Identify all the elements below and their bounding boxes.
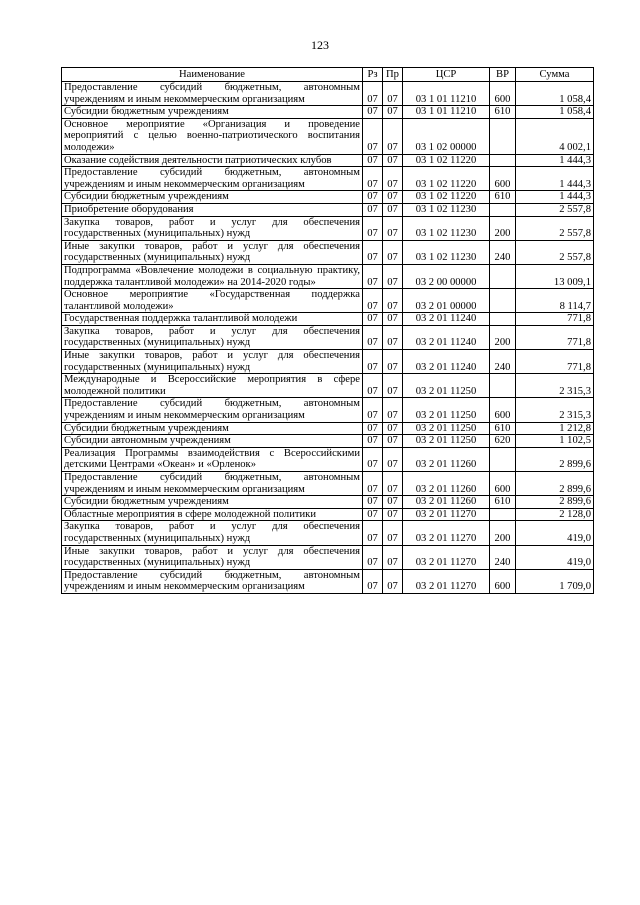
row-sum: 419,0 — [516, 521, 594, 545]
table-row — [62, 422, 594, 435]
row-vr — [490, 508, 516, 521]
row-sum: 771,8 — [516, 313, 594, 326]
row-pr: 07 — [383, 422, 403, 435]
row-csr: 03 1 02 11220 — [403, 154, 490, 167]
row-pr: 07 — [383, 521, 403, 545]
row-vr: 600 — [490, 472, 516, 496]
row-name: Субсидии бюджетным учреждениям — [62, 106, 363, 119]
table-row — [62, 106, 594, 119]
row-vr: 610 — [490, 496, 516, 509]
row-sum: 1 058,4 — [516, 106, 594, 119]
row-rz: 07 — [363, 545, 383, 569]
row-rz: 07 — [363, 422, 383, 435]
row-rz: 07 — [363, 82, 383, 106]
row-csr: 03 2 01 11250 — [403, 374, 490, 398]
row-name: Субсидии автономным учреждениям — [62, 435, 363, 448]
row-vr: 620 — [490, 435, 516, 448]
row-name: Субсидии бюджетным учреждениям — [62, 496, 363, 509]
row-name: Предоставление субсидий бюджетным, автономным учреждениям и иным некоммерческим организациям — [62, 472, 363, 496]
row-csr: 03 2 01 11270 — [403, 569, 490, 593]
row-rz: 07 — [363, 472, 383, 496]
row-vr: 240 — [490, 240, 516, 264]
row-name: Приобретение оборудования — [62, 203, 363, 216]
row-name: Иные закупки товаров, работ и услуг для обеспечения государственных (муниципальных) нужд — [62, 350, 363, 374]
row-pr: 07 — [383, 350, 403, 374]
row-sum: 771,8 — [516, 350, 594, 374]
row-name: Иные закупки товаров, работ и услуг для обеспечения государственных (муниципальных) нужд — [62, 240, 363, 264]
row-pr: 07 — [383, 203, 403, 216]
row-name: Областные мероприятия в сфере молодежной политики — [62, 508, 363, 521]
row-sum: 4 002,1 — [516, 118, 594, 154]
row-csr: 03 2 01 11260 — [403, 496, 490, 509]
table-header — [62, 68, 594, 82]
header-sum: Сумма — [516, 68, 594, 82]
row-csr: 03 2 01 11240 — [403, 325, 490, 349]
table-row — [62, 350, 594, 374]
header-vr: ВР — [490, 68, 516, 82]
row-sum: 1 709,0 — [516, 569, 594, 593]
table-row — [62, 264, 594, 288]
table-row — [62, 167, 594, 191]
table-row — [62, 118, 594, 154]
row-sum: 2 899,6 — [516, 472, 594, 496]
row-sum: 1 444,3 — [516, 154, 594, 167]
row-name: Основное мероприятие «Государственная поддержка талантливой молодежи» — [62, 289, 363, 313]
table-row — [62, 216, 594, 240]
table-row — [62, 447, 594, 471]
budget-table — [61, 67, 594, 594]
row-rz: 07 — [363, 191, 383, 204]
row-csr: 03 2 01 11240 — [403, 350, 490, 374]
row-sum: 2 315,3 — [516, 374, 594, 398]
row-csr: 03 2 01 11250 — [403, 422, 490, 435]
table-body — [62, 82, 594, 594]
row-vr: 600 — [490, 82, 516, 106]
row-csr: 03 1 01 11210 — [403, 106, 490, 119]
row-vr: 240 — [490, 350, 516, 374]
row-vr: 610 — [490, 106, 516, 119]
row-rz: 07 — [363, 447, 383, 471]
row-rz: 07 — [363, 521, 383, 545]
row-csr: 03 1 01 11210 — [403, 82, 490, 106]
row-name: Международные и Всероссийские мероприятия в сфере молодежной политики — [62, 374, 363, 398]
row-rz: 07 — [363, 435, 383, 448]
row-name: Государственная поддержка талантливой молодежи — [62, 313, 363, 326]
row-csr: 03 2 01 11270 — [403, 545, 490, 569]
row-rz: 07 — [363, 508, 383, 521]
row-rz: 07 — [363, 167, 383, 191]
table-row — [62, 496, 594, 509]
row-vr — [490, 264, 516, 288]
table-row — [62, 508, 594, 521]
row-sum: 1 102,5 — [516, 435, 594, 448]
table-row — [62, 289, 594, 313]
row-sum: 2 128,0 — [516, 508, 594, 521]
row-pr: 07 — [383, 545, 403, 569]
row-sum: 1 444,3 — [516, 191, 594, 204]
table-row — [62, 374, 594, 398]
row-vr: 610 — [490, 191, 516, 204]
row-name: Реализация Программы взаимодействия с Всероссийскими детскими Центрами «Океан» и «Орленок» — [62, 447, 363, 471]
table-row — [62, 569, 594, 593]
row-name: Оказание содействия деятельности патриотических клубов — [62, 154, 363, 167]
table-row — [62, 398, 594, 422]
row-name: Субсидии бюджетным учреждениям — [62, 191, 363, 204]
table-row — [62, 545, 594, 569]
row-vr — [490, 447, 516, 471]
row-csr: 03 2 01 11250 — [403, 398, 490, 422]
row-rz: 07 — [363, 106, 383, 119]
header-name: Наименование — [62, 68, 363, 82]
row-pr: 07 — [383, 374, 403, 398]
row-sum: 771,8 — [516, 325, 594, 349]
table-row — [62, 472, 594, 496]
row-pr: 07 — [383, 496, 403, 509]
table-row — [62, 313, 594, 326]
row-sum: 2 899,6 — [516, 447, 594, 471]
row-name: Предоставление субсидий бюджетным, автономным учреждениям и иным некоммерческим организациям — [62, 569, 363, 593]
row-name: Субсидии бюджетным учреждениям — [62, 422, 363, 435]
row-sum: 1 212,8 — [516, 422, 594, 435]
row-rz: 07 — [363, 118, 383, 154]
row-vr — [490, 313, 516, 326]
row-pr: 07 — [383, 435, 403, 448]
row-rz: 07 — [363, 398, 383, 422]
row-pr: 07 — [383, 191, 403, 204]
row-csr: 03 1 02 11220 — [403, 191, 490, 204]
table-row — [62, 325, 594, 349]
row-pr: 07 — [383, 118, 403, 154]
row-sum: 2 557,8 — [516, 240, 594, 264]
row-pr: 07 — [383, 447, 403, 471]
row-sum: 419,0 — [516, 545, 594, 569]
header-row — [62, 68, 594, 82]
row-vr — [490, 203, 516, 216]
row-csr: 03 2 01 11240 — [403, 313, 490, 326]
row-sum: 2 315,3 — [516, 398, 594, 422]
row-rz: 07 — [363, 313, 383, 326]
row-vr: 200 — [490, 216, 516, 240]
row-csr: 03 2 01 11250 — [403, 435, 490, 448]
row-pr: 07 — [383, 472, 403, 496]
row-vr: 240 — [490, 545, 516, 569]
row-vr — [490, 374, 516, 398]
table-row — [62, 203, 594, 216]
header-csr: ЦСР — [403, 68, 490, 82]
row-csr: 03 1 02 11220 — [403, 167, 490, 191]
page-number: 123 — [311, 38, 329, 52]
row-name: Иные закупки товаров, работ и услуг для обеспечения государственных (муниципальных) нужд — [62, 545, 363, 569]
row-name: Предоставление субсидий бюджетным, автономным учреждениям и иным некоммерческим организациям — [62, 398, 363, 422]
row-pr: 07 — [383, 106, 403, 119]
row-csr: 03 1 02 11230 — [403, 216, 490, 240]
row-vr: 600 — [490, 569, 516, 593]
row-rz: 07 — [363, 203, 383, 216]
row-pr: 07 — [383, 289, 403, 313]
row-vr: 600 — [490, 398, 516, 422]
header-pr: Пр — [383, 68, 403, 82]
row-pr: 07 — [383, 264, 403, 288]
row-vr: 600 — [490, 167, 516, 191]
row-csr: 03 2 01 11270 — [403, 521, 490, 545]
row-sum: 2 557,8 — [516, 203, 594, 216]
table-row — [62, 521, 594, 545]
row-sum: 8 114,7 — [516, 289, 594, 313]
header-rz: Рз — [363, 68, 383, 82]
row-name: Предоставление субсидий бюджетным, автономным учреждениям и иным некоммерческим организациям — [62, 167, 363, 191]
row-sum: 2 899,6 — [516, 496, 594, 509]
row-pr: 07 — [383, 398, 403, 422]
table-row — [62, 240, 594, 264]
row-rz: 07 — [363, 325, 383, 349]
row-sum: 1 058,4 — [516, 82, 594, 106]
row-rz: 07 — [363, 374, 383, 398]
row-rz: 07 — [363, 289, 383, 313]
row-vr — [490, 118, 516, 154]
row-pr: 07 — [383, 82, 403, 106]
row-pr: 07 — [383, 216, 403, 240]
row-pr: 07 — [383, 154, 403, 167]
row-vr — [490, 289, 516, 313]
row-csr: 03 1 02 00000 — [403, 118, 490, 154]
row-rz: 07 — [363, 496, 383, 509]
row-pr: 07 — [383, 325, 403, 349]
row-rz: 07 — [363, 216, 383, 240]
row-pr: 07 — [383, 167, 403, 191]
row-rz: 07 — [363, 569, 383, 593]
row-name: Основное мероприятие «Организация и проведение мероприятий с целью военно-патриотического воспитания молодежи» — [62, 118, 363, 154]
row-vr — [490, 154, 516, 167]
row-pr: 07 — [383, 313, 403, 326]
row-csr: 03 2 01 11260 — [403, 447, 490, 471]
row-csr: 03 2 00 00000 — [403, 264, 490, 288]
row-vr: 200 — [490, 521, 516, 545]
row-csr: 03 2 01 00000 — [403, 289, 490, 313]
row-rz: 07 — [363, 350, 383, 374]
row-pr: 07 — [383, 240, 403, 264]
row-name: Закупка товаров, работ и услуг для обеспечения государственных (муниципальных) нужд — [62, 521, 363, 545]
row-vr: 610 — [490, 422, 516, 435]
row-name: Закупка товаров, работ и услуг для обеспечения государственных (муниципальных) нужд — [62, 216, 363, 240]
row-name: Закупка товаров, работ и услуг для обеспечения государственных (муниципальных) нужд — [62, 325, 363, 349]
table-row — [62, 435, 594, 448]
table-row — [62, 82, 594, 106]
row-rz: 07 — [363, 154, 383, 167]
row-csr: 03 2 01 11270 — [403, 508, 490, 521]
row-sum: 13 009,1 — [516, 264, 594, 288]
row-rz: 07 — [363, 240, 383, 264]
row-sum: 2 557,8 — [516, 216, 594, 240]
row-vr: 200 — [490, 325, 516, 349]
row-pr: 07 — [383, 508, 403, 521]
row-pr: 07 — [383, 569, 403, 593]
row-sum: 1 444,3 — [516, 167, 594, 191]
row-rz: 07 — [363, 264, 383, 288]
row-name: Предоставление субсидий бюджетным, автономным учреждениям и иным некоммерческим организациям — [62, 82, 363, 106]
row-name: Подпрограмма «Вовлечение молодежи в социальную практику, поддержка талантливой молодежи» на 2014-2020 годы» — [62, 264, 363, 288]
row-csr: 03 2 01 11260 — [403, 472, 490, 496]
table-row — [62, 191, 594, 204]
row-csr: 03 1 02 11230 — [403, 240, 490, 264]
row-csr: 03 1 02 11230 — [403, 203, 490, 216]
table-row — [62, 154, 594, 167]
